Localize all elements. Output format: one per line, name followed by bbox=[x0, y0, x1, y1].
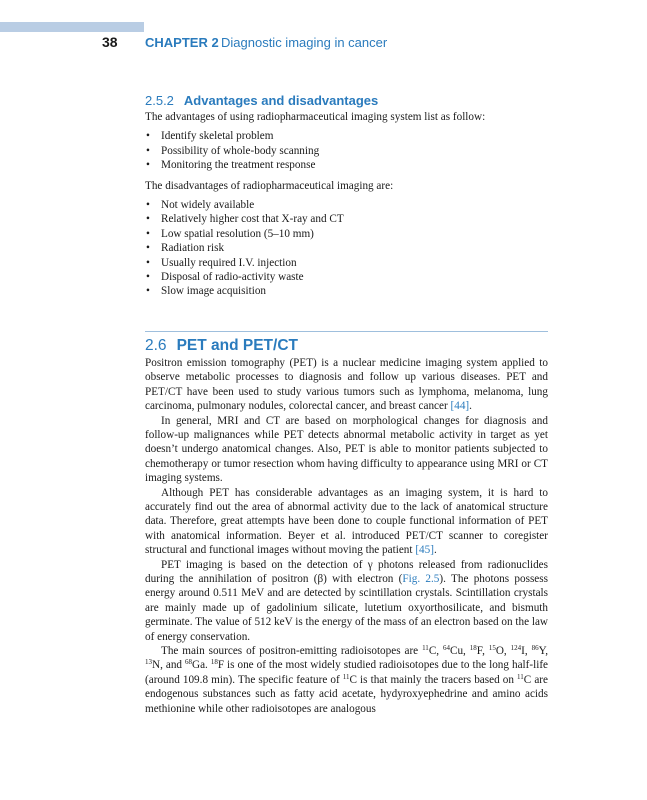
section-title: Advantages and disadvantages bbox=[183, 93, 379, 108]
running-header bbox=[0, 34, 647, 54]
advantages-list bbox=[145, 129, 548, 172]
section-title: PET and PET/CT bbox=[176, 336, 298, 354]
paragraph: The main sources of positron-emitting radioisotopes are $^{11}$C, $^{64}$Cu, $^{18}$F, $^{15}$O, $^{124}$I, $^{86}$Y, $^{13}$N, and $^{68}$Ga. $^{18}$F is one of the most widely studied radioisotopes due to the long half-life (around 109.8 min). The specific feature of $^{11}$C is that mainly the tracers based on $^{11}$C are endogenous substances such as fatty acid acetate, hydyroxyephedrine and amino acids methionine while other radioisotopes are analogous bbox=[145, 644, 549, 715]
chapter-title: Diagnostic imaging in cancer bbox=[221, 35, 388, 50]
list-item: • Radiation risk bbox=[145, 241, 548, 255]
advantages-intro: The advantages of using radiopharmaceutical imaging system list as follow: bbox=[145, 111, 486, 123]
list-item: • Monitoring the treatment response bbox=[145, 158, 548, 172]
list-item: • Slow image acquisition bbox=[145, 284, 548, 298]
citation-link[interactable]: [44] bbox=[450, 400, 470, 413]
disadvantages-intro: The disadvantages of radiopharmaceutical imaging are: bbox=[145, 179, 394, 192]
section-heading-2-6 bbox=[145, 336, 548, 356]
figure-link[interactable]: Fig. 2.5 bbox=[402, 572, 440, 585]
section-divider bbox=[145, 331, 548, 332]
page-number: 38 bbox=[102, 34, 118, 50]
section-number: 2.5.2 bbox=[145, 93, 174, 108]
header-accent-bar bbox=[0, 22, 144, 32]
list-item: • Possibility of whole-body scanning bbox=[145, 144, 548, 158]
list-item: • Disposal of radio-activity waste bbox=[145, 270, 548, 284]
paragraph: Although PET has considerable advantages as an imaging system, it is hard to accurately find out the area of abnormal activity due to the lack of anatomical structure data. Therefore, great attempts have been done to couple functional information of PET with anatomical information. Beyer et al. introduced PET/CT scanner to coregister structural and functional images without moving the patient [45]. bbox=[145, 486, 548, 557]
list-item: • Relatively higher cost that X-ray and CT bbox=[145, 212, 548, 226]
list-item: • Identify skeletal problem bbox=[145, 129, 548, 143]
section-heading-2-5-2 bbox=[145, 92, 548, 110]
chapter-label: CHAPTER 2 bbox=[145, 35, 219, 50]
list-item: • Usually required I.V. injection bbox=[145, 256, 548, 270]
section-number: 2.6 bbox=[145, 336, 167, 354]
list-item: • Low spatial resolution (5–10 mm) bbox=[145, 227, 548, 241]
paragraph: In general, MRI and CT are based on morphological changes for diagnosis and follow-up malignances while PET detects abnormal metabolic activity in target as yet doesn’t undergo anatomical changes. Also, PET is able to monitor patients subjected to chemotherapy or tumor resection whom having difficulty to appearance using MRI or CT imaging systems. bbox=[145, 414, 548, 485]
paragraph: PET imaging is based on the detection of γ photons released from radionuclides during the annihilation of positron (β) with electron (Fig. 2.5). The photons possess energy around 0.511 MeV and are detected by scintillation crystals. Scintillation crystals are mainly made up of gadolinium silicate, lutetium oxyorthosilicate, and bismuth germinate. The value of 512 keV is the energy of the mass of an electron based on the law of energy conservation. bbox=[145, 558, 548, 643]
citation-link[interactable]: [45] bbox=[415, 544, 434, 557]
paragraph: Positron emission tomography (PET) is a nuclear medicine imaging system applied to observe metabolic processes to diagnosis and follow up various diseases. PET and PET/CT have been used to study various tumors such as lymphoma, melanoma, lung carcinoma, pulmonary nodules, colorectal cancer, and breast cancer [44]. bbox=[145, 356, 548, 413]
page-body bbox=[145, 92, 548, 716]
list-item: • Not widely available bbox=[145, 198, 548, 212]
disadvantages-list bbox=[145, 198, 548, 299]
